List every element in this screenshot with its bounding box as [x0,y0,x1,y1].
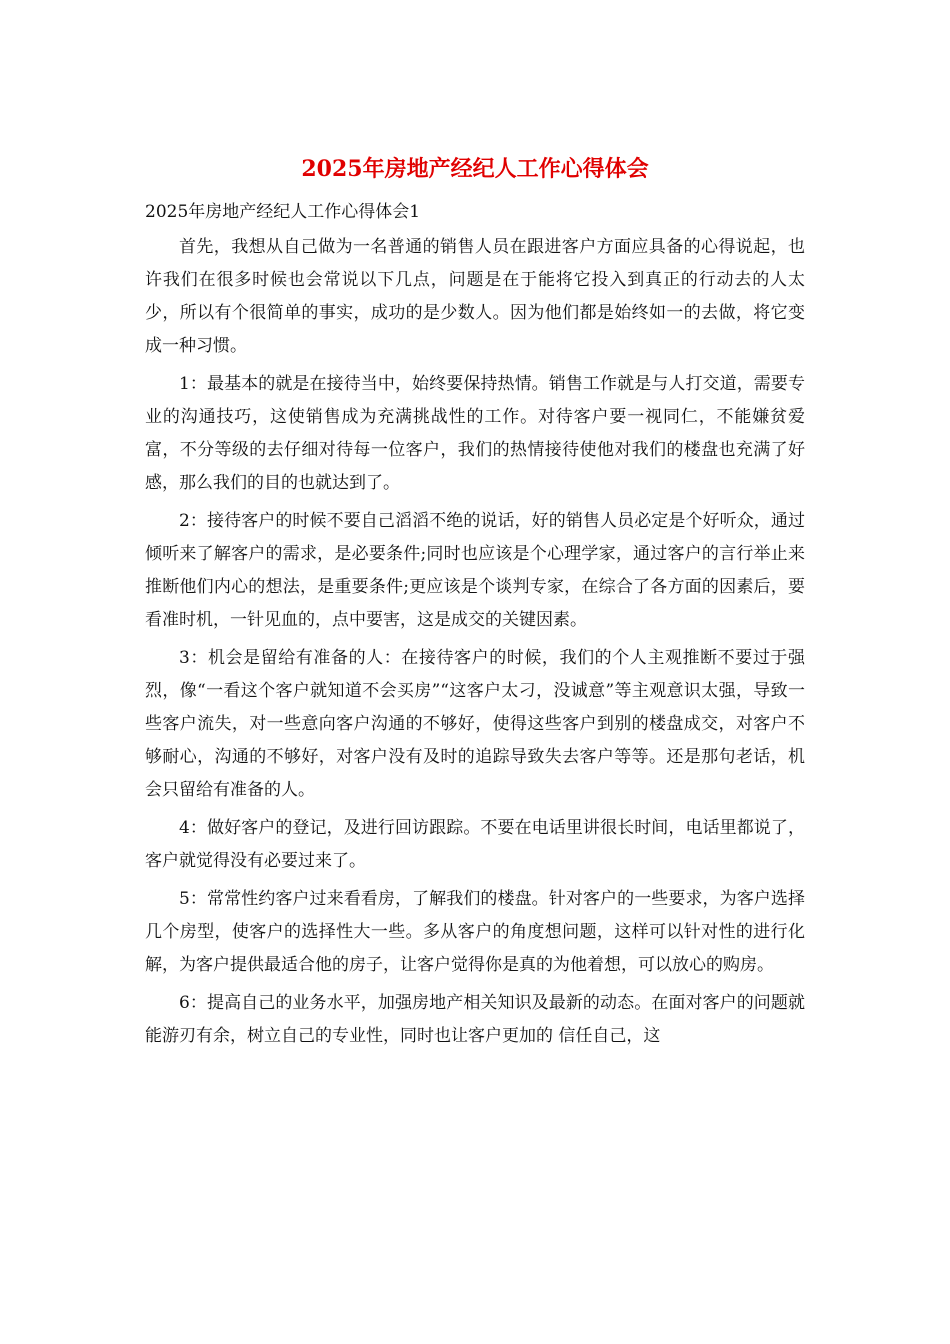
paragraph-point-5: 5：常常性约客户过来看看房，了解我们的楼盘。针对客户的一些要求，为客户选择几个房型，使客户的选择性大一些。多从客户的角度想问题，这样可以针对性的进行化解，为客户提供最适合他的房子，让客户觉得你是真的为他着想，可以放心的购房。 [145,889,805,975]
paragraph-intro: 首先，我想从自己做为一名普通的销售人员在跟进客户方面应具备的心得说起，也许我们在很多时候也会常说以下几点，问题是在于能将它投入到真正的行动去的人太少，所以有个很简单的事实，成功的是少数人。因为他们都是始终如一的去做，将它变成一种习惯。 [145,237,805,356]
paragraph-point-2: 2：接待客户的时候不要自己滔滔不绝的说话，好的销售人员必定是个好听众，通过倾听来了解客户的需求，是必要条件;同时也应该是个心理学家，通过客户的言行举止来推断他们内心的想法，是重要条件;更应该是个谈判专家，在综合了各方面的因素后，要看准时机，一针见血的，点中要害，这是成交的关键因素。 [145,511,805,630]
section-heading: 2025年房地产经纪人工作心得体会1 [145,202,421,222]
document-title: 2025年房地产经纪人工作心得体会 [301,156,649,182]
paragraph-point-6: 6：提高自己的业务水平，加强房地产相关知识及最新的动态。在面对客户的问题就能游刃有余，树立自己的专业性，同时也让客户更加的 信任自己，这 [145,993,805,1046]
document-body [145,196,805,1058]
paragraph-point-1: 1：最基本的就是在接待当中，始终要保持热情。销售工作就是与人打交道，需要专业的沟通技巧，这使销售成为充满挑战性的工作。对待客户要一视同仁，不能嫌贫爱富，不分等级的去仔细对待每一位客户，我们的热情接待使他对我们的楼盘也充满了好感，那么我们的目的也就达到了。 [145,374,805,493]
paragraph-point-4: 4：做好客户的登记，及进行回访跟踪。不要在电话里讲很长时间，电话里都说了，客户就觉得没有必要过来了。 [145,818,805,871]
paragraph-point-3: 3：机会是留给有准备的人：在接待客户的时候，我们的个人主观推断不要过于强烈，像“一看这个客户就知道不会买房”“这客户太刁，没诚意”等主观意识太强，导致一些客户流失，对一些意向客户沟通的不够好，使得这些客户到别的楼盘成交，对客户不够耐心，沟通的不够好，对客户没有及时的追踪导致失去客户等等。还是那句老话，机会只留给有准备的人。 [145,648,805,800]
